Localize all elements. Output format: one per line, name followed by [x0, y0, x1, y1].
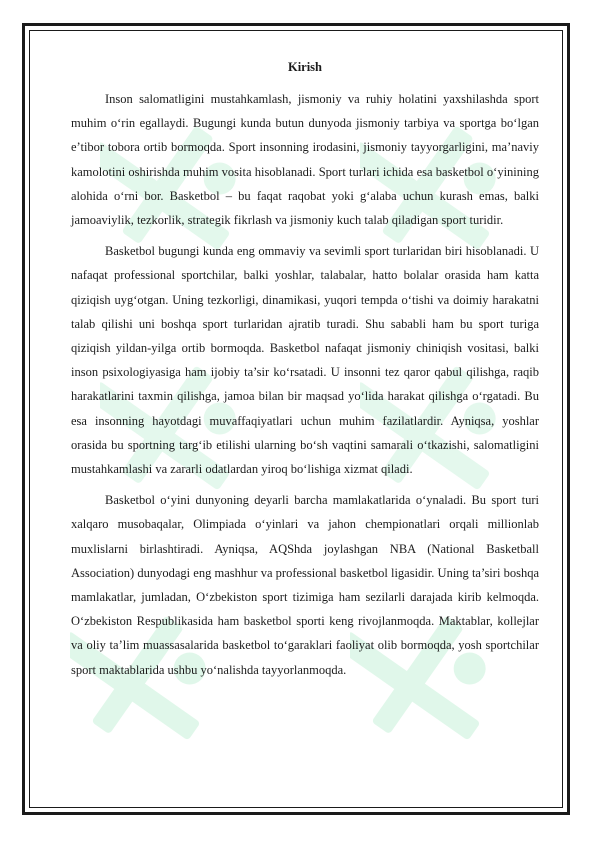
- paragraph: Basketbol bugungi kunda eng ommaviy va sevimli sport turlaridan biri hisoblanadi. U nafaqat professional sportchilar, balki yoshlar, talabalar, hatto bolalar orasida ham katta qiziqish uyg‘otgan. Uning tezkorligi, dinamikasi, yuqori tempda o‘tishi va doimiy harakatni talab qilishi uni boshqa sport turlaridan ajratib turadi. Shu sababli ham bu sport turiga qiziqish yildan-yilga ortib bormoqda. Basketbol nafaqat jismoniy chiniqish vositasi, balki inson psixologiyasiga ham ijobiy ta’sir ko‘rsatadi. U insonni tez qaror qabul qilishga, raqib harakatlarini taxmin qilishga, jamoa bilan bir maqsad yo‘lida harakat qilishga o‘rgatadi. Bu esa insonning hayotdagi muvaffaqiyatlari uchun muhim fazilatlardir. Ayniqsa, yoshlar orasida bu sportning targ‘ib etilishi ularning bo‘sh vaqtini samarali o‘tkazishi, salomatligini mustahkamlashi va zararli odatlardan yiroq bo‘lishiga xizmat qiladi.: [71, 244, 539, 477]
- document-body: [71, 55, 539, 689]
- paragraph: Inson salomatligini mustahkamlash, jismoniy va ruhiy holatini yaxshilashda sport muhim o‘rin egallaydi. Bugungi kunda butun dunyoda jismoniy tarbiya va sportga bo‘lgan e’tibor tobora ortib bormoqda. Sport insonning irodasini, jismoniy tayyorgarligini, ma’naviy kamolotini oshirishda muhim vosita hisoblanadi. Sport turlari ichida esa basketbol o‘yinining alohida o‘rni bor. Basketbol – bu faqat raqobat yoki g‘alaba uchun kurash emas, balki jamoaviylik, tezkorlik, strategik fikrlash va jismoniy kuch talab qiladigan sport turidir.: [71, 92, 539, 228]
- paragraph: Basketbol o‘yini dunyoning deyarli barcha mamlakatlarida o‘ynaladi. Bu sport turi xalqaro musobaqalar, Olimpiada o‘yinlari va jahon chempionatlari orqali millionlab muxlislarni birlashtiradi. Ayniqsa, AQShda joylashgan NBA (National Basketball Association) dunyodagi eng mashhur va professional basketbol ligasidir. Uning ta’siri boshqa mamlakatlar, jumladan, O‘zbekiston sport tizimiga ham sezilarli darajada kirib kelmoqda. O‘zbekiston Respublikasida ham basketbol sporti keng rivojlanmoqda. Maktablar, kollejlar va oliy ta’lim muassasalarida basketbol to‘garaklari faoliyat olib bormoqda, yosh sportchilar sport maktablarida ushbu yo‘nalishda tayyorlanmoqda.: [71, 493, 539, 677]
- page-title: Kirish: [287, 60, 323, 74]
